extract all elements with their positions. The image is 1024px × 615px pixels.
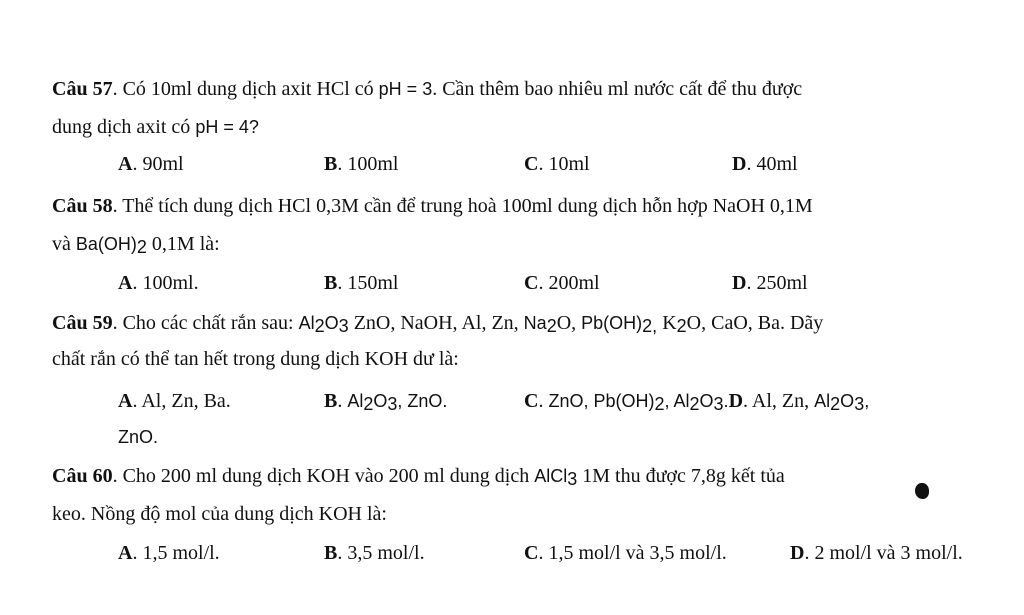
question-59-line-1: Câu 59. Cho các chất rắn sau: $Al_2O_3$ ZnO, NaOH, Al, Zn, $Na_2O$, $Pb(OH)_{2,}$ $K_2O$, CaO, Ba. Dãy bbox=[52, 312, 824, 336]
question-58-label: Câu 58 bbox=[52, 195, 113, 217]
option-60-c: C. 1,5 mol/l và 3,5 mol/l. bbox=[524, 542, 727, 564]
question-60-line-2: keo. Nồng độ mol của dung dịch KOH là: bbox=[52, 503, 387, 525]
question-60-label: Câu 60 bbox=[52, 465, 113, 487]
option-57-c: C. 10ml bbox=[524, 153, 590, 175]
option-59-b: B. $Al_2O_3$, ZnO. bbox=[324, 390, 448, 414]
option-58-b: B. 150ml bbox=[324, 272, 399, 294]
option-57-d: D. 40ml bbox=[732, 153, 798, 175]
option-59-a: A. Al, Zn, Ba. bbox=[118, 390, 231, 412]
question-59-label: Câu 59 bbox=[52, 312, 113, 334]
question-57-label: Câu 57 bbox=[52, 78, 113, 100]
option-59-d-wrap: ZnO. bbox=[118, 427, 159, 447]
question-57-line-2: dung dịch axit có pH = 4? bbox=[52, 116, 259, 138]
question-58-line-1: Câu 58. Thể tích dung dịch HCl 0,3M cần để trung hoà 100ml dung dịch hỗn hợp NaOH 0,1M bbox=[52, 195, 813, 217]
option-58-c: C. 200ml bbox=[524, 272, 600, 294]
question-58-line-2: và $Ba(OH)_2$ 0,1M là: bbox=[52, 233, 220, 257]
option-57-b: B. 100ml bbox=[324, 153, 399, 175]
ink-blot bbox=[915, 483, 929, 499]
option-57-a: A. 90ml bbox=[118, 153, 184, 175]
option-60-d: D. 2 mol/l và 3 mol/l. bbox=[790, 542, 963, 564]
option-58-a: A. 100ml. bbox=[118, 272, 199, 294]
option-60-b: B. 3,5 mol/l. bbox=[324, 542, 425, 564]
option-58-d: D. 250ml bbox=[732, 272, 808, 294]
option-60-a: A. 1,5 mol/l. bbox=[118, 542, 220, 564]
question-60-line-1: Câu 60. Cho 200 ml dung dịch KOH vào 200 ml dung dịch AlCl$_3$ 1M thu được 7,8g kết tủa bbox=[52, 465, 785, 489]
question-57-line-1: Câu 57. Có 10ml dung dịch axit HCl có pH = 3. Cần thêm bao nhiêu ml nước cất để thu được bbox=[52, 78, 803, 100]
question-59-line-2: chất rắn có thể tan hết trong dung dịch KOH dư là: bbox=[52, 348, 459, 370]
option-59-c-and-d: C. ZnO, $Pb(OH)_2$, $Al_2O_3.D$. Al, Zn, $Al_2O_3$, bbox=[524, 390, 870, 414]
